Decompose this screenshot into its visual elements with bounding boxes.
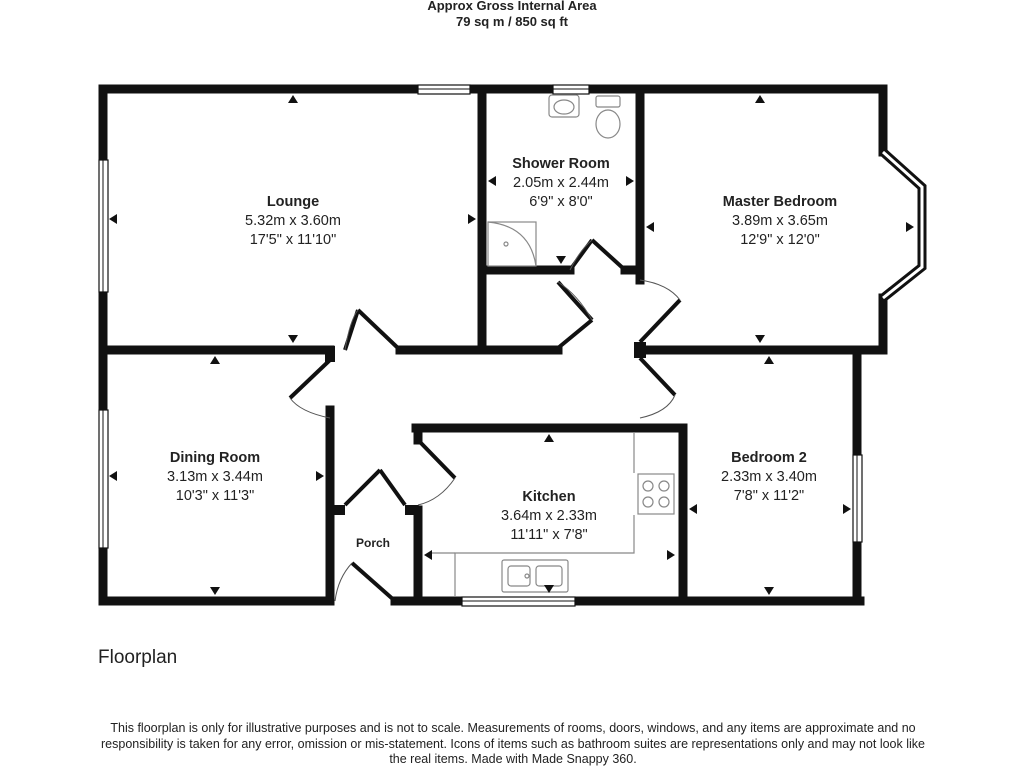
bedroom2-metric: 2.33m x 3.40m bbox=[721, 469, 817, 485]
door-master bbox=[640, 280, 680, 342]
kitchen-imperial: 11'11" x 7'8" bbox=[510, 527, 588, 543]
lounge-imperial: 17'5" x 11'10" bbox=[249, 232, 337, 248]
shower-tray-icon bbox=[488, 222, 536, 266]
hob-icon bbox=[638, 474, 674, 514]
walls bbox=[103, 89, 883, 601]
shower-imperial: 6'9" x 8'0" bbox=[529, 194, 593, 210]
door-dining bbox=[290, 360, 330, 418]
area-title: Approx Gross Internal Area bbox=[427, 0, 597, 13]
door-porch-inner bbox=[345, 470, 405, 505]
door-kitchen bbox=[418, 440, 455, 505]
shower-name: Shower Room bbox=[512, 156, 610, 172]
area-value: 79 sq m / 850 sq ft bbox=[456, 14, 568, 29]
kitchen-name: Kitchen bbox=[522, 489, 576, 505]
master-imperial: 12'9" x 12'0" bbox=[740, 232, 820, 248]
lounge-metric: 5.32m x 3.60m bbox=[245, 213, 341, 229]
floorplan-caption: Floorplan bbox=[98, 647, 178, 668]
door-bedroom2 bbox=[640, 358, 675, 418]
porch-name: Porch bbox=[355, 536, 391, 550]
bay-window bbox=[883, 152, 922, 298]
master-name: Master Bedroom bbox=[722, 194, 838, 210]
bedroom2-name: Bedroom 2 bbox=[731, 450, 807, 466]
dining-metric: 3.13m x 3.44m bbox=[167, 469, 263, 485]
dining-imperial: 10'3" x 11'3" bbox=[175, 488, 255, 504]
disclaimer-text: This floorplan is only for illustrative purposes and is not to scale. Measurements of rooms, doors, windows, and any items are approximate and no responsibility is taken for any error, omission or mis-statement. Icons of items such as bathroom suites are representations only and may not look like the real items. Made with Made Snappy 360. bbox=[101, 721, 925, 766]
toilet-icon bbox=[596, 96, 620, 138]
basin-icon bbox=[549, 95, 579, 117]
door-shower bbox=[570, 240, 625, 270]
lounge-name: Lounge bbox=[266, 194, 320, 210]
room-shower bbox=[512, 156, 609, 210]
master-metric: 3.89m x 3.65m bbox=[732, 213, 828, 229]
kitchen-metric: 3.64m x 2.33m bbox=[501, 508, 597, 524]
door-front bbox=[335, 563, 395, 601]
room-lounge bbox=[245, 194, 341, 248]
room-porch bbox=[356, 536, 390, 550]
room-bedroom2 bbox=[721, 450, 817, 504]
sink-icon bbox=[502, 560, 568, 592]
door-cupboard bbox=[558, 282, 592, 348]
room-dining bbox=[167, 450, 263, 504]
door-lounge bbox=[345, 310, 400, 350]
shower-metric: 2.05m x 2.44m bbox=[513, 175, 609, 191]
dining-name: Dining Room bbox=[169, 450, 261, 466]
room-master bbox=[723, 194, 837, 248]
room-kitchen bbox=[501, 489, 597, 543]
bedroom2-imperial: 7'8" x 11'2" bbox=[733, 488, 805, 504]
